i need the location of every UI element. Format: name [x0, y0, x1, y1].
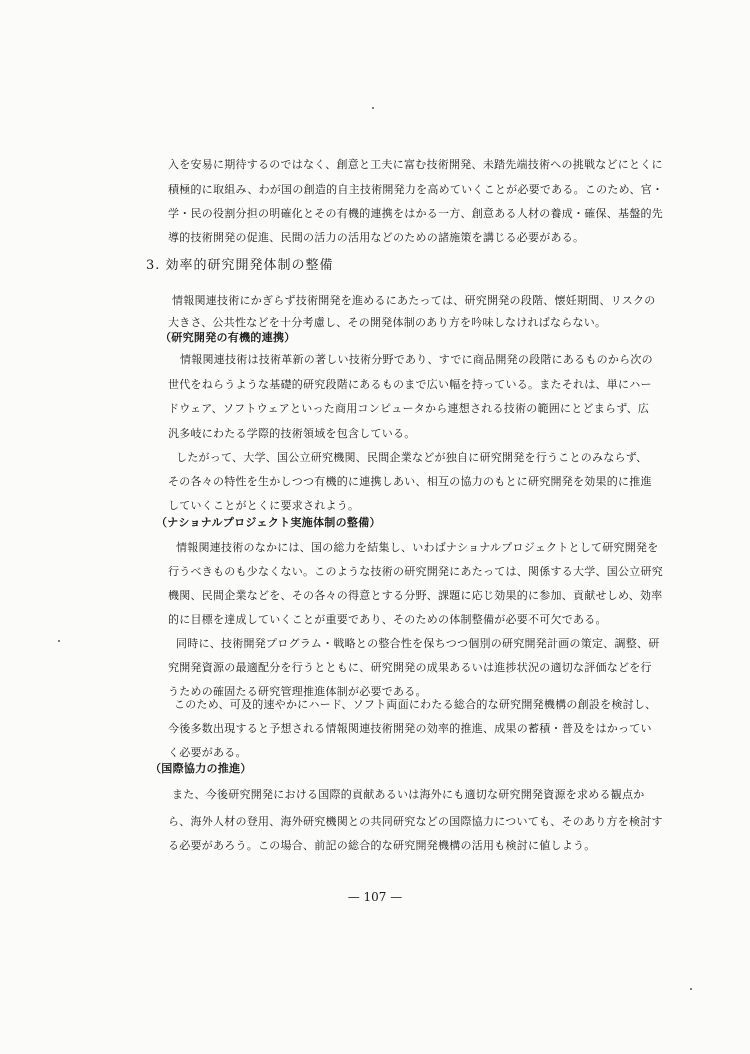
- sub2-line: このため、可及的速やかにハード、ソフト両面にわたる総合的な研究開発機構の創設を検討し、: [174, 698, 657, 711]
- intro-line: 導的技術開発の促進、民間の活力の活用などのための諸施策を講じる必要がある。: [168, 231, 585, 244]
- sub2-line: 同時に、技術開発プログラム・戦略との整合性を保ちつつ個別の研究開発計画の策定、調整、研: [176, 637, 660, 650]
- scan-speck: [372, 107, 374, 109]
- page-number: — 107 —: [347, 890, 403, 904]
- sub1-line: 世代をねらうような基礎的研究段階にあるものまで広い幅を持っている。またそれは、単にハー: [168, 378, 652, 391]
- sub2-line: 的に目標を達成していくことが重要であり、そのための体制整備が必要不可欠である。: [168, 613, 607, 626]
- sub1-line: その各々の特性を生かしつつ有機的に連携しあい、相互の協力のもとに研究開発を効果的に推進: [168, 475, 652, 488]
- intro-line: 積極的に取組み、わが国の創造的自主技術開発力を高めていくことが必要である。このため、官・: [168, 183, 664, 196]
- sub2-line: 今後多数出現すると予想される情報関連技術開発の効率的推進、成果の蓄積・普及をはかってい: [168, 722, 652, 735]
- sub2-line: 究開発資源の最適配分を行うとともに、研究開発の成果あるいは進捗状況の適切な評価などを行: [168, 661, 652, 674]
- sub3-line: また、今後研究開発における国際的貢献あるいは海外にも適切な研究開発資源を求める観点か: [172, 788, 645, 801]
- scan-speck: [58, 640, 60, 642]
- section-lead-line: 大きさ、公共性などを十分考慮し、その開発体制のあり方を吟味しなければならない。: [168, 316, 607, 329]
- sub2-line: 機関、民間企業などを、その各々の得意とする分野、課題に応じ効果的に参加、貢献せしめ、効率: [168, 589, 663, 602]
- sub1-line: したがって、大学、国公立研究機関、民間企業などが独自に研究開発を行うことのみならず、: [176, 451, 648, 464]
- sub1-line: していくことがとくに要求されよう。: [168, 499, 360, 512]
- sub1-line: ドウェア、ソフトウェアといった商用コンピュータから連想される技術の範囲にとどまらず、広: [168, 402, 650, 415]
- sub2-line: 行うべきものも少なくない。このような技術の研究開発にあたっては、関係する大学、国公立研究: [168, 565, 663, 578]
- scan-speck: [690, 988, 692, 990]
- intro-line: 入を安易に期待するのではなく、創意と工夫に富む技術開発、未踏先端技術への挑戦などにとくに: [168, 158, 663, 171]
- sub3-line: る必要があろう。この場合、前記の総合的な研究開発機構の活用も検討に値しよう。: [168, 839, 596, 852]
- sub2-line: うための確固たる研究管理推進体制が必要である。: [168, 685, 427, 698]
- sub3-line: ら、海外人材の登用、海外研究機関との共同研究などの国際協力についても、そのあり方を検討す: [168, 815, 663, 828]
- sub2-line: 情報関連技術のなかには、国の総力を結集し、いわばナショナルプロジェクトとして研究開発を: [176, 541, 659, 554]
- intro-line: 学・民の役割分担の明確化とその有機的連携をはかる一方、創意ある人材の養成・確保、基盤的先: [168, 207, 663, 220]
- subsection-heading-international-cooperation: （国際協力の推進）: [150, 762, 252, 775]
- subsection-heading-national-project: （ナショナルプロジェクト実施体制の整備）: [156, 516, 381, 529]
- section-lead-line: 情報関連技術にかぎらず技術開発を進めるにあたっては、研究開発の段階、懐妊期間、リスクの: [172, 294, 656, 307]
- sub1-line: 汎多岐にわたる学際的技術領域を包含している。: [168, 427, 416, 440]
- sub1-line: 情報関連技術は技術革新の著しい技術分野であり、すでに商品開発の段階にあるものから次の: [180, 353, 653, 366]
- sub2-line: く必要がある。: [168, 746, 247, 759]
- section-heading: 3. 効率的研究開発体制の整備: [146, 258, 334, 273]
- subsection-heading-organic-linkage: （研究開発の有機的連携）: [160, 331, 296, 344]
